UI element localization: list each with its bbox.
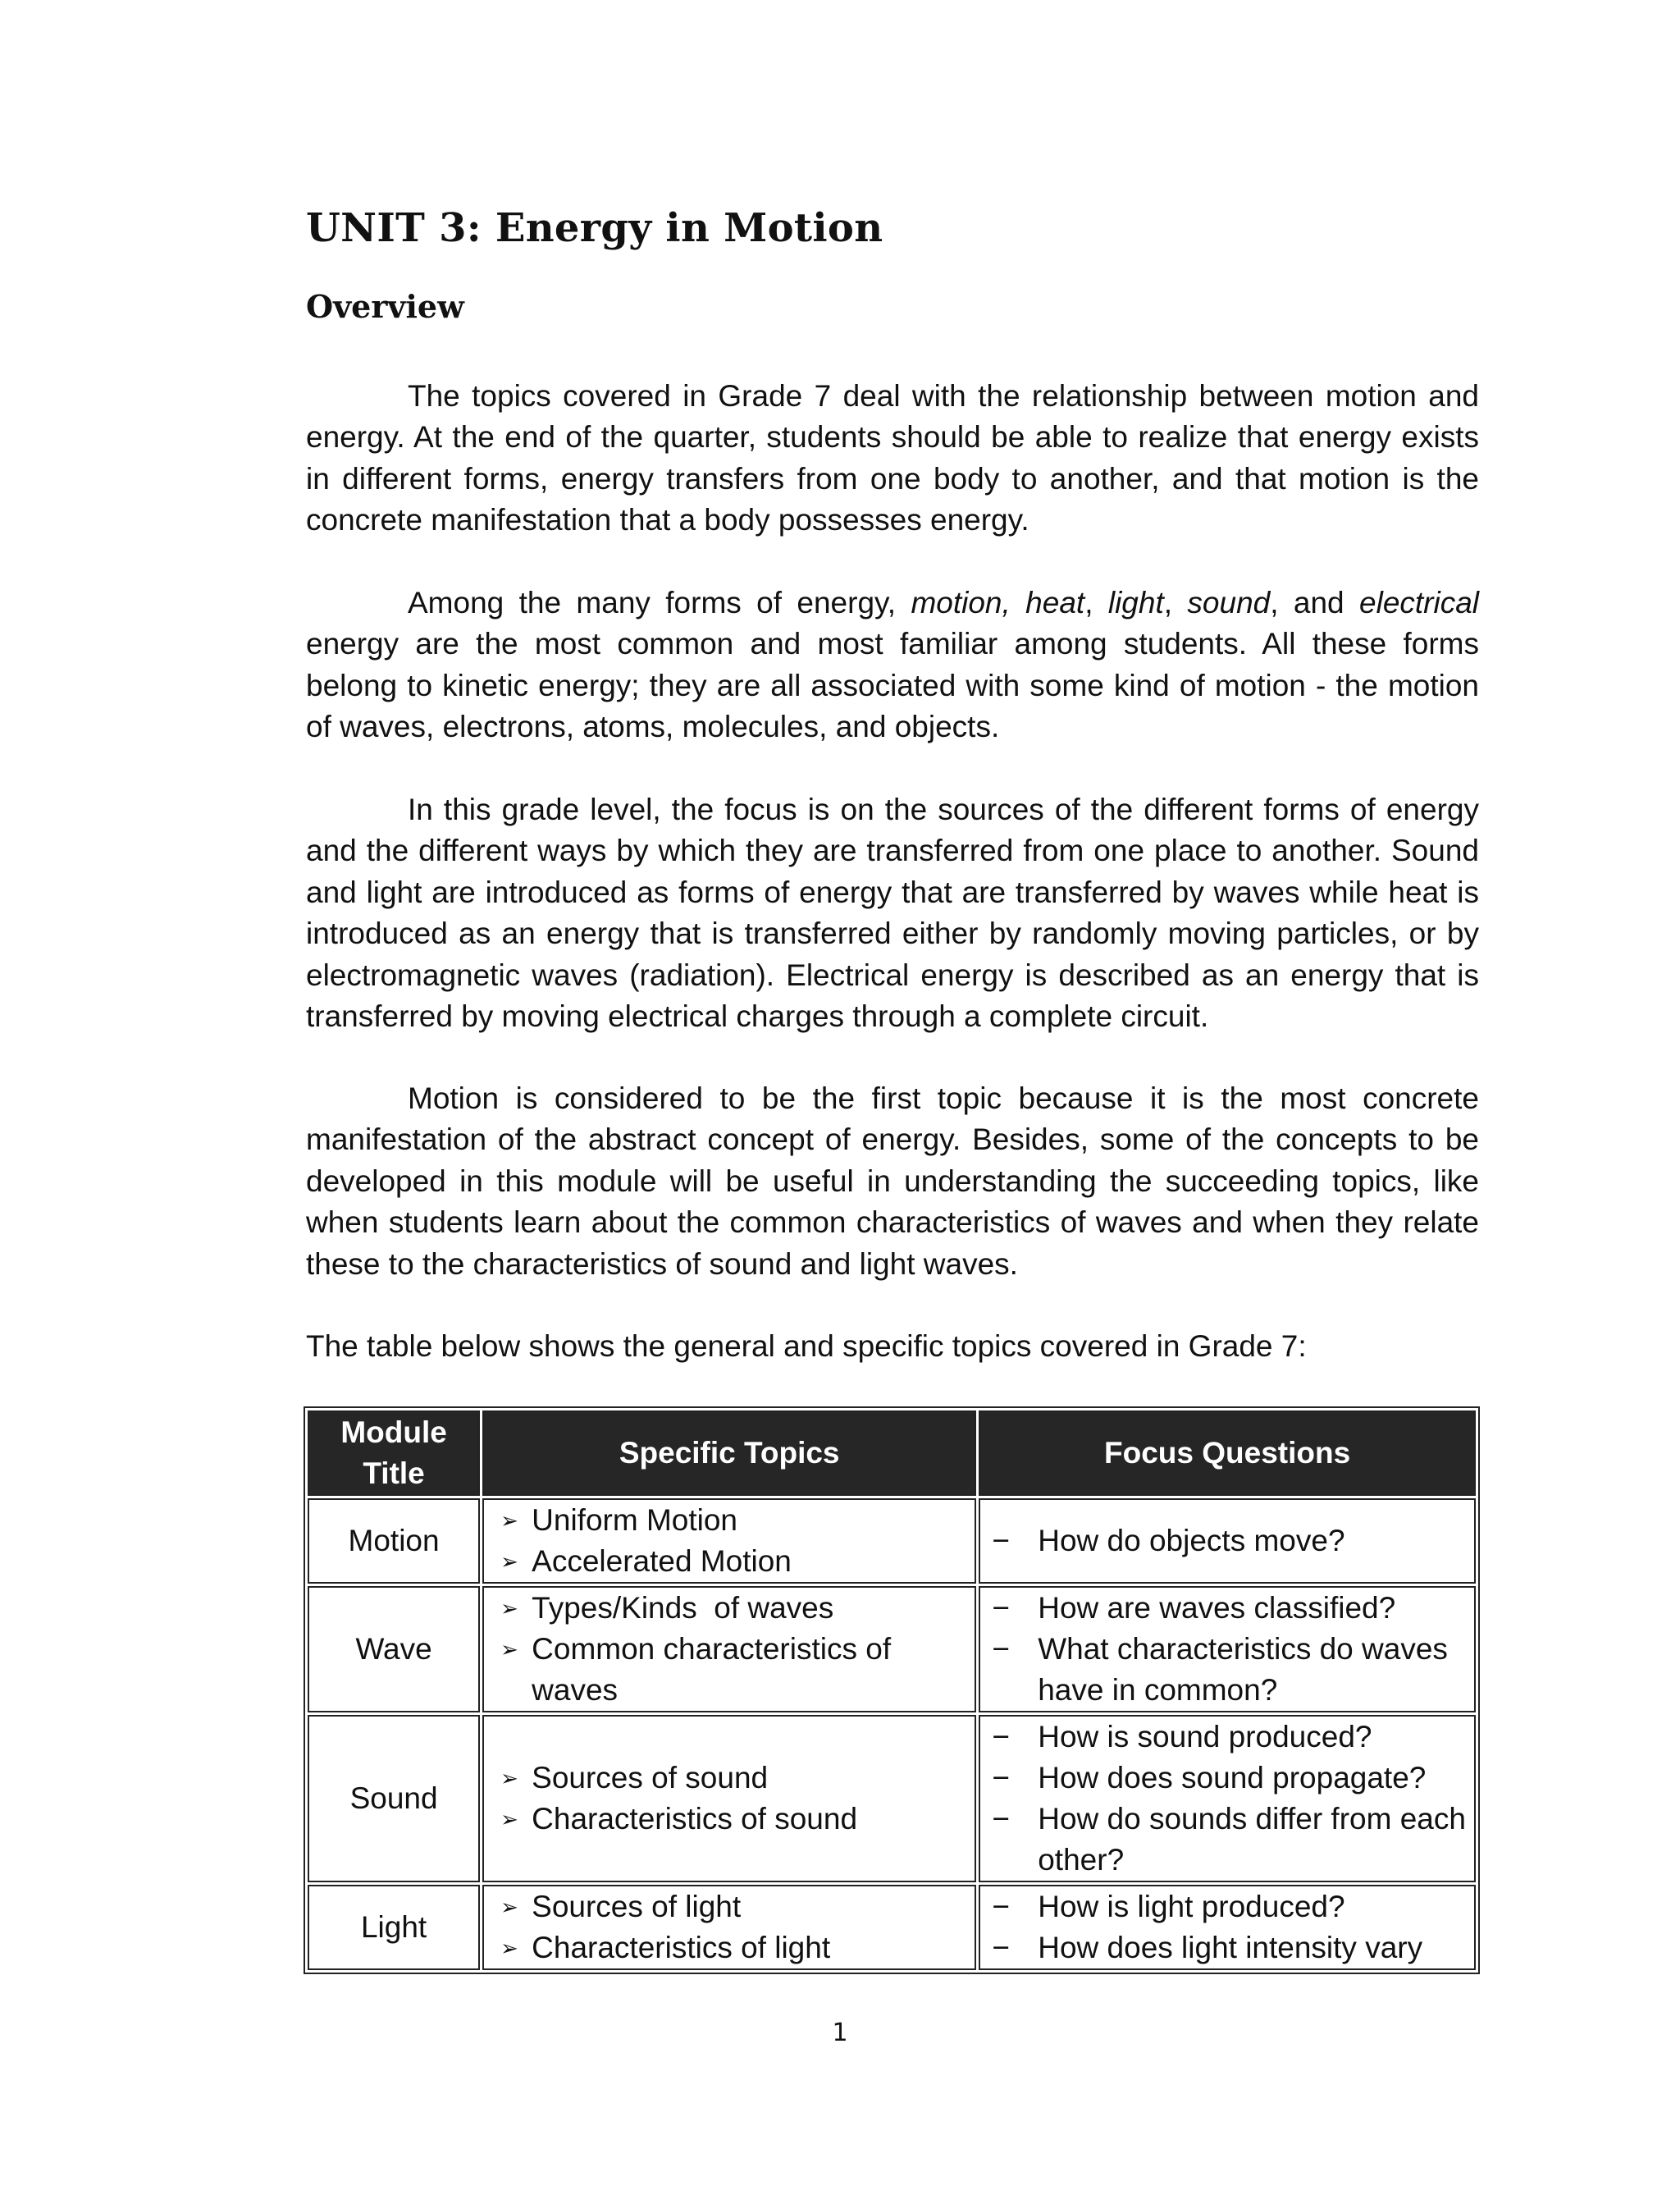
italic-term: motion, heat [911,586,1085,620]
table-row [308,1885,1476,1970]
questions-list [980,1588,1474,1711]
topics-list [484,1886,975,1968]
topic-item [484,1500,975,1541]
header-focus-questions: Focus Questions [979,1410,1476,1496]
topic-item [484,1758,975,1799]
questions-cell [979,1715,1476,1882]
questions-cell [979,1498,1476,1584]
topics-list [484,1588,975,1711]
dash-bullet-icon: − [992,1720,1010,1753]
topic-text: Sources of sound [532,1761,769,1795]
topics-cell [482,1715,976,1882]
questions-list [980,1717,1474,1881]
topic-item [484,1799,975,1840]
arrow-bullet-icon: ➢ [500,1508,518,1533]
topic-text: Characteristics of sound [532,1802,858,1836]
topics-list [484,1500,975,1582]
question-item [980,1588,1474,1629]
question-text: How do objects move? [1038,1524,1345,1557]
paragraph-focus: In this grade level, the focus is on the sources of the different forms of energy and the different ways by which they are transferred from one place to another. Sound and light are introduced as forms of energy that are transferred by waves while heat is introduced as an energy that is transferred either by randomly moving particles, or by electromagnetic waves (radiation). Electrical energy is described as an energy that is transferred by moving electrical charges through a complete circuit. [306,793,1479,1034]
page-number: 1 [832,2019,848,2047]
header-module-title [308,1410,480,1496]
table-row [308,1498,1476,1584]
topics-cell [482,1885,976,1970]
topic-item [484,1629,975,1711]
arrow-bullet-icon: ➢ [500,1637,518,1662]
paragraph-table-intro: The table below shows the general and specific topics covered in Grade 7: [306,1329,1307,1363]
question-text: How does sound propagate? [1038,1761,1427,1795]
arrow-bullet-icon: ➢ [500,1766,518,1790]
module-cell: Sound [308,1715,480,1882]
question-item [980,1927,1474,1968]
paragraph-intro: The topics covered in Grade 7 deal with the relationship between motion and energy. At the end of the quarter, students should be able to realize that energy exists in different forms, energy transfers from one body to another, and that motion is the concrete manifestation that a body possesses energy. [306,379,1479,537]
dash-bullet-icon: − [992,1802,1010,1836]
text-run: energy are the most common and most familiar among students. All these forms belong to kinetic energy; they are all associated with some kind of motion - the motion of waves, electrons, atoms, molecules, and objects. [306,627,1479,744]
topic-text: Sources of light [532,1890,742,1923]
topics-table [304,1406,1480,1974]
question-item [980,1799,1474,1881]
paragraph-energy-forms [306,583,1479,748]
question-text: How are waves classified? [1038,1591,1396,1625]
text-run: , [1163,586,1188,620]
paragraph-motion: Motion is considered to be the first topic because it is the most concrete manifestation of the abstract concept of energy. Besides, some of the concepts to be developed in this module will be useful in understanding the succeeding topics, like when students learn about the common characteristics of waves and when they relate these to the characteristics of sound and light waves. [306,1081,1479,1281]
dash-bullet-icon: − [992,1632,1010,1666]
table-row [308,1715,1476,1882]
table-row [308,1586,1476,1712]
topic-text: Accelerated Motion [532,1544,792,1578]
italic-term: sound [1187,586,1271,620]
module-cell: Motion [308,1498,480,1584]
question-text: How is sound produced? [1038,1720,1372,1753]
dash-bullet-icon: − [992,1524,1010,1557]
dash-bullet-icon: − [992,1890,1010,1923]
arrow-bullet-icon: ➢ [500,1895,518,1919]
questions-list [980,1520,1474,1561]
section-heading: Overview [306,288,464,325]
italic-term: light [1107,586,1164,620]
text-run: , [1084,586,1108,620]
italic-term: electrical [1359,586,1480,620]
question-text: How is light produced? [1038,1890,1345,1923]
topic-text: Types/Kinds of waves [532,1591,834,1625]
arrow-bullet-icon: ➢ [500,1549,518,1574]
text-run: , and [1270,586,1360,620]
header-module-line2: Title [363,1456,425,1490]
question-item [980,1629,1474,1711]
topics-cell [482,1586,976,1712]
module-cell: Light [308,1885,480,1970]
topic-item [484,1927,975,1968]
question-item [980,1717,1474,1758]
question-text: How do sounds differ from each other? [1038,1802,1466,1877]
topic-text: Common characteristics of waves [532,1632,892,1707]
topic-item [484,1588,975,1629]
header-specific-topics: Specific Topics [482,1410,976,1496]
dash-bullet-icon: − [992,1761,1010,1795]
questions-list [980,1886,1474,1968]
module-cell: Wave [308,1586,480,1712]
question-text: How does light intensity vary [1038,1931,1423,1964]
arrow-bullet-icon: ➢ [500,1936,518,1960]
question-item [980,1758,1474,1799]
topic-item [484,1886,975,1927]
arrow-bullet-icon: ➢ [500,1807,518,1831]
topic-item [484,1541,975,1582]
topic-text: Characteristics of light [532,1931,831,1964]
text-run: Among the many forms of energy, [408,586,911,620]
question-text: What characteristics do waves have in common? [1038,1632,1448,1707]
questions-cell [979,1586,1476,1712]
dash-bullet-icon: − [992,1931,1010,1964]
questions-cell [979,1885,1476,1970]
arrow-bullet-icon: ➢ [500,1596,518,1621]
topic-text: Uniform Motion [532,1503,737,1537]
page-title: UNIT 3: Energy in Motion [306,205,883,251]
dash-bullet-icon: − [992,1591,1010,1625]
topics-list [484,1758,975,1840]
table-header-row [308,1410,1476,1496]
topics-cell [482,1498,976,1584]
question-item [980,1520,1474,1561]
header-module-line1: Module [340,1415,447,1449]
question-item [980,1886,1474,1927]
